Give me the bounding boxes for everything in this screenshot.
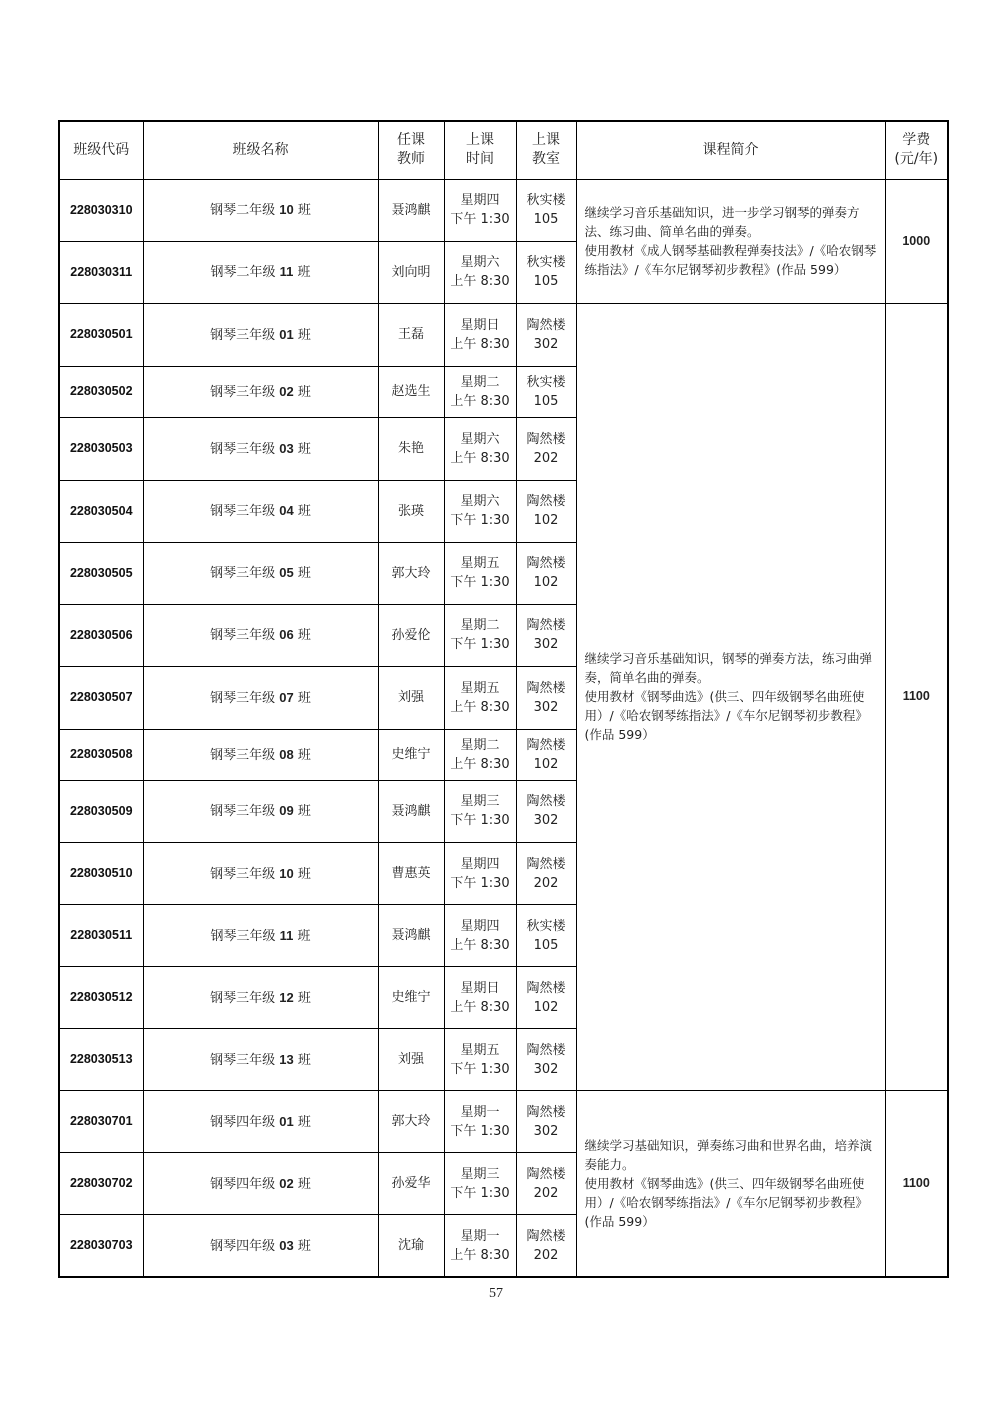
classroom: 陶然楼 202: [516, 842, 576, 904]
header-room: 上课 教室: [516, 121, 576, 179]
header-teacher: 任课 教师: [378, 121, 444, 179]
page-number: 57: [489, 1286, 503, 1301]
classroom: 陶然楼 102: [516, 729, 576, 780]
class-name: 钢琴三年级 09 班: [143, 780, 378, 842]
class-time: 星期二 下午 1:30: [444, 604, 516, 666]
table-row: [59, 179, 948, 241]
classroom: 秋实楼 105: [516, 905, 576, 967]
class-code: 228030703: [59, 1215, 143, 1277]
classroom: 陶然楼 302: [516, 303, 576, 366]
class-code: 228030511: [59, 905, 143, 967]
header-row: [59, 121, 948, 179]
class-name: 钢琴三年级 04 班: [143, 480, 378, 542]
classroom: 陶然楼 302: [516, 604, 576, 666]
class-name: 钢琴三年级 10 班: [143, 842, 378, 904]
teacher: 孙爱伦: [378, 604, 444, 666]
class-time: 星期五 下午 1:30: [444, 1029, 516, 1091]
classroom: 陶然楼 302: [516, 1029, 576, 1091]
course-description: 继续学习音乐基础知识，进一步学习钢琴的弹奏方法、练习曲、简单名曲的弹奏。 使用教材《成人钢琴基础教程弹奏技法》/《哈农钢琴练指法》/《车尔尼钢琴初步教程》(作品 599）: [576, 179, 885, 303]
classroom: 陶然楼 302: [516, 666, 576, 729]
class-name: 钢琴三年级 03 班: [143, 417, 378, 480]
class-name: 钢琴三年级 01 班: [143, 303, 378, 366]
class-code: 228030501: [59, 303, 143, 366]
classroom: 陶然楼 102: [516, 480, 576, 542]
class-name: 钢琴三年级 07 班: [143, 666, 378, 729]
class-name: 钢琴四年级 02 班: [143, 1153, 378, 1215]
class-time: 星期日 上午 8:30: [444, 967, 516, 1029]
classroom: 陶然楼 102: [516, 542, 576, 604]
class-time: 星期一 上午 8:30: [444, 1215, 516, 1277]
teacher: 史维宁: [378, 967, 444, 1029]
teacher: 聂鸿麒: [378, 780, 444, 842]
class-code: 228030702: [59, 1153, 143, 1215]
class-name: 钢琴二年级 10 班: [143, 179, 378, 241]
class-time: 星期五 上午 8:30: [444, 666, 516, 729]
course-description: 继续学习基础知识，弹奏练习曲和世界名曲，培养演奏能力。 使用教材《钢琴曲选》(供三、四年级钢琴名曲班使用）/《哈农钢琴练指法》/《车尔尼钢琴初步教程》(作品 599）: [576, 1091, 885, 1277]
class-code: 228030512: [59, 967, 143, 1029]
class-name: 钢琴三年级 12 班: [143, 967, 378, 1029]
class-time: 星期六 下午 1:30: [444, 480, 516, 542]
class-code: 228030701: [59, 1091, 143, 1153]
class-name: 钢琴三年级 02 班: [143, 366, 378, 417]
teacher: 聂鸿麒: [378, 905, 444, 967]
teacher: 朱艳: [378, 417, 444, 480]
course-table: [58, 120, 949, 1278]
teacher: 刘向明: [378, 241, 444, 303]
class-name: 钢琴三年级 08 班: [143, 729, 378, 780]
class-code: 228030510: [59, 842, 143, 904]
class-code: 228030505: [59, 542, 143, 604]
class-code: 228030310: [59, 179, 143, 241]
class-time: 星期四 下午 1:30: [444, 179, 516, 241]
class-code: 228030506: [59, 604, 143, 666]
tuition-fee: 1100: [885, 303, 948, 1091]
class-code: 228030502: [59, 366, 143, 417]
classroom: 秋实楼 105: [516, 366, 576, 417]
tuition-fee: 1100: [885, 1091, 948, 1277]
class-name: 钢琴三年级 11 班: [143, 905, 378, 967]
class-time: 星期一 下午 1:30: [444, 1091, 516, 1153]
class-time: 星期六 上午 8:30: [444, 417, 516, 480]
class-name: 钢琴三年级 06 班: [143, 604, 378, 666]
class-time: 星期四 上午 8:30: [444, 905, 516, 967]
table-row: [59, 303, 948, 366]
class-name: 钢琴三年级 05 班: [143, 542, 378, 604]
teacher: 赵选生: [378, 366, 444, 417]
teacher: 曹惠英: [378, 842, 444, 904]
classroom: 陶然楼 302: [516, 1091, 576, 1153]
classroom: 秋实楼 105: [516, 179, 576, 241]
table-row: [59, 1091, 948, 1153]
class-name: 钢琴四年级 01 班: [143, 1091, 378, 1153]
class-time: 星期四 下午 1:30: [444, 842, 516, 904]
classroom: 陶然楼 302: [516, 780, 576, 842]
class-time: 星期三 下午 1:30: [444, 780, 516, 842]
class-code: 228030503: [59, 417, 143, 480]
teacher: 孙爱华: [378, 1153, 444, 1215]
teacher: 郭大玲: [378, 1091, 444, 1153]
header-desc: 课程简介: [576, 121, 885, 179]
class-time: 星期五 下午 1:30: [444, 542, 516, 604]
classroom: 陶然楼 202: [516, 1153, 576, 1215]
classroom: 陶然楼 202: [516, 417, 576, 480]
header-name: 班级名称: [143, 121, 378, 179]
header-code: 班级代码: [59, 121, 143, 179]
header-time: 上课 时间: [444, 121, 516, 179]
classroom: 陶然楼 102: [516, 967, 576, 1029]
teacher: 刘强: [378, 666, 444, 729]
header-fee: 学费 (元/年): [885, 121, 948, 179]
teacher: 郭大玲: [378, 542, 444, 604]
class-time: 星期二 上午 8:30: [444, 729, 516, 780]
teacher: 张瑛: [378, 480, 444, 542]
course-description: 继续学习音乐基础知识，钢琴的弹奏方法，练习曲弹奏，简单名曲的弹奏。 使用教材《钢琴曲选》(供三、四年级钢琴名曲班使用）/《哈农钢琴练指法》/《车尔尼钢琴初步教程》(作品 599）: [576, 303, 885, 1091]
teacher: 沈瑜: [378, 1215, 444, 1277]
class-code: 228030507: [59, 666, 143, 729]
class-name: 钢琴四年级 03 班: [143, 1215, 378, 1277]
tuition-fee: 1000: [885, 179, 948, 303]
teacher: 聂鸿麒: [378, 179, 444, 241]
class-code: 228030504: [59, 480, 143, 542]
class-name: 钢琴二年级 11 班: [143, 241, 378, 303]
class-time: 星期六 上午 8:30: [444, 241, 516, 303]
class-code: 228030508: [59, 729, 143, 780]
teacher: 史维宁: [378, 729, 444, 780]
classroom: 秋实楼 105: [516, 241, 576, 303]
teacher: 刘强: [378, 1029, 444, 1091]
classroom: 陶然楼 202: [516, 1215, 576, 1277]
class-time: 星期二 上午 8:30: [444, 366, 516, 417]
class-code: 228030513: [59, 1029, 143, 1091]
class-time: 星期日 上午 8:30: [444, 303, 516, 366]
class-time: 星期三 下午 1:30: [444, 1153, 516, 1215]
class-code: 228030509: [59, 780, 143, 842]
class-name: 钢琴三年级 13 班: [143, 1029, 378, 1091]
teacher: 王磊: [378, 303, 444, 366]
class-code: 228030311: [59, 241, 143, 303]
